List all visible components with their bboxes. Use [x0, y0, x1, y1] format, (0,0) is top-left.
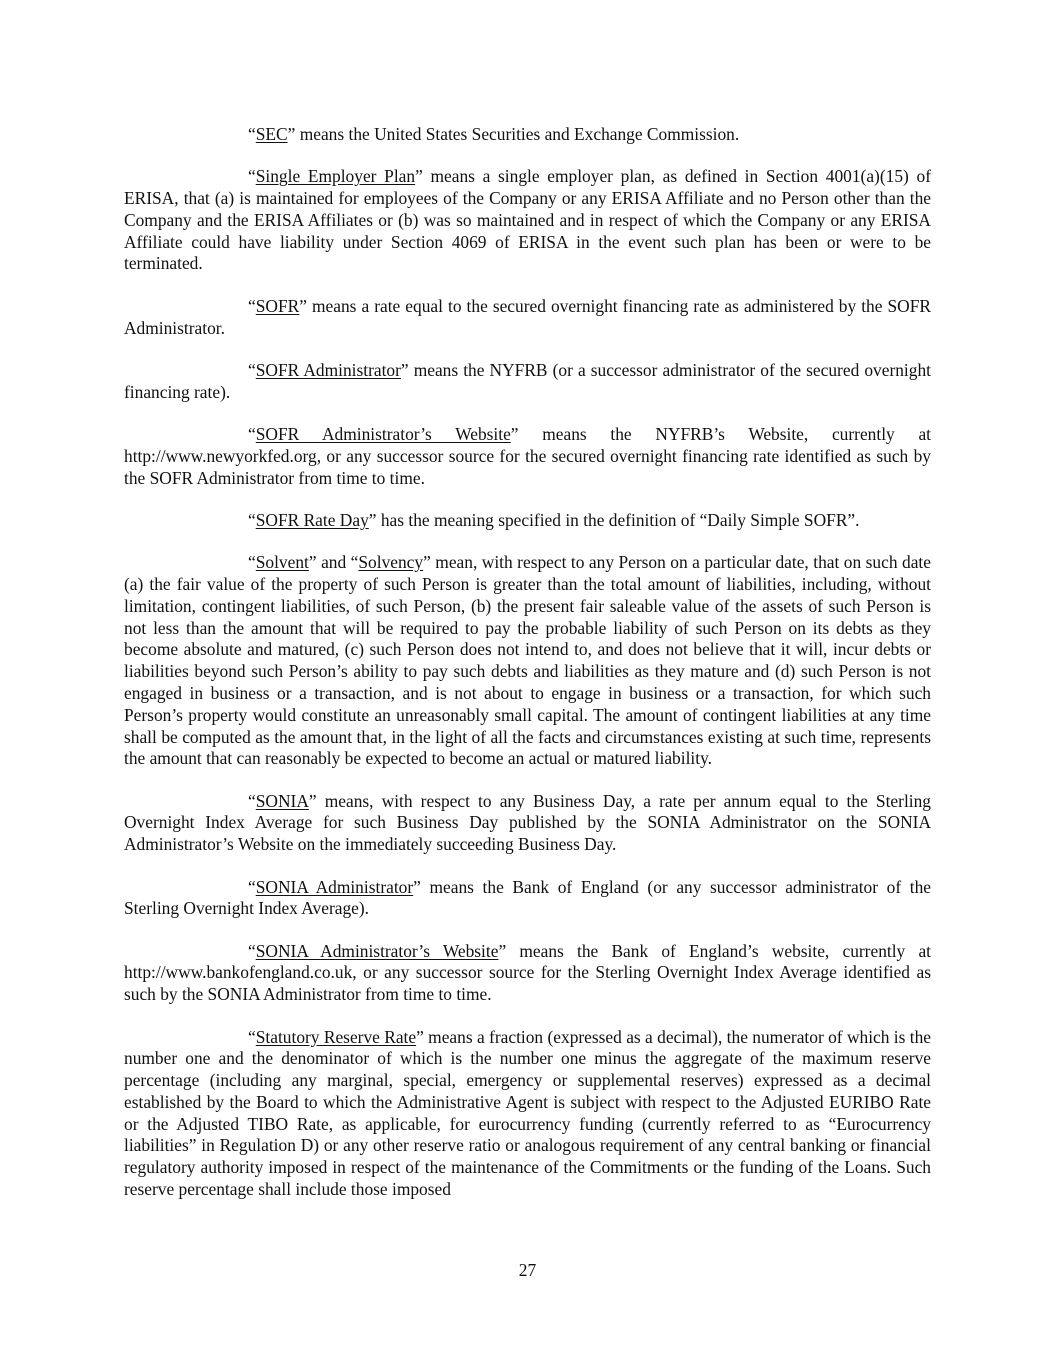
definition-sofr-administrator: “SOFR Administrator” means the NYFRB (or a successor administrator of the secured overnight financing rate). [124, 359, 931, 402]
document-page [124, 124, 931, 1221]
defined-term: SONIA [255, 790, 309, 811]
definition-statutory-reserve-rate: “Statutory Reserve Rate” means a fraction (expressed as a decimal), the numerator of which is the number one and the denominator of which is the number one minus the aggregate of the maximum reserve percentage (including any marginal, special, emergency or supplemental reserves) expressed as a decimal established by the Board to which the Administrative Agent is subject with respect to the Adjusted EURIBO Rate or the Adjusted TIBO Rate, as applicable, for eurocurrency funding (currently referred to as “Eurocurrency liabilities” in Regulation D) or any other reserve ratio or analogous requirement of any central banking or financial regulatory authority imposed in respect of the maintenance of the Commitments or the funding of the Loans. Such reserve percentage shall include those imposed [124, 1026, 932, 1200]
definition-text: ” means, with respect to any Business Day, a rate per annum equal to the Sterling Overnight Index Average for such Business Day published by the SONIA Administrator on the SONIA Administrator’s Website on the immediately succeeding Business Day. [124, 790, 931, 855]
definition-sofr-administrators-website: “SOFR Administrator’s Website” means the NYFRB’s Website, currently at http://www.newyorkfed.org, or any successor source for the secured overnight financing rate identified as such by the SOFR Administrator from time to time. [124, 423, 931, 488]
defined-term: Statutory Reserve Rate [255, 1026, 417, 1047]
definition-text: ” means the NYFRB’s Website, currently at http://www.newyorkfed.org, or any successor source for the secured overnight financing rate identified as such by the SOFR Administrator from time to time. [124, 423, 931, 488]
definition-solvent: “Solvent” and “Solvency” mean, with respect to any Person on a particular date, that on such date (a) the fair value of the property of such Person is greater than the total amount of liabilities, including, without limitation, contingent liabilities, of such Person, (b) the present fair saleable value of the assets of such Person is not less than the amount that will be required to pay the probable liability of such Person on its debts as they become absolute and matured, (c) such Person does not intend to, and does not believe that it will, incur debts or liabilities beyond such Person’s ability to pay such debts and liabilities as they mature and (d) such Person is not engaged in business or a transaction, and is not about to engage in business or a transaction, for which such Person’s property would constitute an unreasonably small capital. The amount of contingent liabilities at any time shall be computed as the amount that, in the light of all the facts and circumstances existing at such time, represents the amount that can reasonably be expected to become an actual or matured liability. [124, 552, 931, 769]
term-connector: ” and “ [308, 552, 359, 573]
defined-term: Solvent [255, 552, 309, 573]
defined-term: SEC [255, 124, 288, 144]
definition-sonia-administrator: “SONIA Administrator” means the Bank of England (or any successor administrator of the Sterling Overnight Index Average). [124, 876, 932, 919]
defined-term: SONIA Administrator [255, 876, 414, 897]
definition-text: ” means the Bank of England’s website, currently at http://www.bankofengland.co.uk, or any successor source for the Sterling Overnight Index Average identified as such by the SONIA Administrator from time to time. [124, 940, 932, 1005]
defined-term: Solvency [358, 552, 424, 573]
definition-sofr: “SOFR” means a rate equal to the secured overnight financing rate as administered by the SOFR Administrator. [124, 295, 931, 338]
definition-sofr-rate-day: “SOFR Rate Day” has the meaning specified in the definition of “Daily Simple SOFR”. [248, 509, 860, 530]
definition-sonia-administrators-website: “SONIA Administrator’s Website” means the Bank of England’s website, currently at http://www.bankofengland.co.uk, or any successor source for the Sterling Overnight Index Average identified as such by the SONIA Administrator from time to time. [124, 940, 932, 1005]
definition-single-employer-plan: “Single Employer Plan” means a single employer plan, as defined in Section 4001(a)(15) of ERISA, that (a) is maintained for employees of the Company or any ERISA Affiliate and no Person other than the Company and the ERISA Affiliates or (b) was so maintained and in respect of which the Company or any ERISA Affiliate could have liability under Section 4069 of ERISA in the event such plan has been or were to be terminated. [124, 166, 931, 274]
defined-term: SONIA Administrator’s Website [255, 940, 499, 961]
defined-term: SOFR Rate Day [255, 509, 369, 530]
definition-text: ” means the NYFRB (or a successor administrator of the secured overnight financing rate). [124, 359, 931, 402]
definition-text: ” has the meaning specified in the definition of “Daily Simple SOFR”. [368, 509, 860, 530]
defined-term: Single Employer Plan [255, 166, 416, 187]
defined-term: SOFR Administrator [255, 359, 401, 380]
definition-text: ” means the Bank of England (or any successor administrator of the Sterling Overnight Index Average). [124, 876, 932, 919]
definition-text: ” means a single employer plan, as defined in Section 4001(a)(15) of ERISA, that (a) is maintained for employees of the Company or any ERISA Affiliate and no Person other than the Company and the ERISA Affiliates or (b) was so maintained and in respect of which the Company or any ERISA Affiliate could have liability under Section 4069 of ERISA in the event such plan has been or were to be terminated. [124, 166, 931, 274]
defined-term: SOFR [255, 295, 300, 316]
defined-term: SOFR Administrator’s Website [255, 423, 511, 444]
definition-text: ” means a fraction (expressed as a decimal), the numerator of which is the number one and the denominator of which is the number one minus the aggregate of the maximum reserve percentage (including any marginal, special, emergency or supplemental reserves) expressed as a decimal established by the Board to which the Administrative Agent is subject with respect to the Adjusted EURIBO Rate or the Adjusted TIBO Rate, as applicable, for eurocurrency funding (currently referred to as “Eurocurrency liabilities” in Regulation D) or any other reserve ratio or analogous requirement of any central banking or financial regulatory authority imposed in respect of the maintenance of the Commitments or the funding of the Loans. Such reserve percentage shall include those imposed [124, 1026, 932, 1200]
definition-sec: “SEC” means the United States Securities and Exchange Commission. [248, 124, 740, 144]
definition-sonia: “SONIA” means, with respect to any Business Day, a rate per annum equal to the Sterling Overnight Index Average for such Business Day published by the SONIA Administrator on the SONIA Administrator’s Website on the immediately succeeding Business Day. [124, 790, 931, 855]
definition-text: ” mean, with respect to any Person on a particular date, that on such date (a) the fair value of the property of such Person is greater than the total amount of liabilities, including, without limitation, contingent liabilities, of such Person, (b) the present fair saleable value of the assets of such Person is not less than the amount that will be required to pay the probable liability of such Person on its debts as they become absolute and matured, (c) such Person does not intend to, and does not believe that it will, incur debts or liabilities beyond such Person’s ability to pay such debts and liabilities as they mature and (d) such Person is not engaged in business or a transaction, and is not about to engage in business or a transaction, for which such Person’s property would constitute an unreasonably small capital. The amount of contingent liabilities at any time shall be computed as the amount that, in the light of all the facts and circumstances existing at such time, represents the amount that can reasonably be expected to become an actual or matured liability. [124, 552, 931, 769]
definition-text: ” means a rate equal to the secured overnight financing rate as administered by the SOFR Administrator. [124, 295, 931, 338]
definition-text: ” means the United States Securities and Exchange Commission. [287, 124, 740, 144]
page-number: 27 [518, 1260, 537, 1280]
